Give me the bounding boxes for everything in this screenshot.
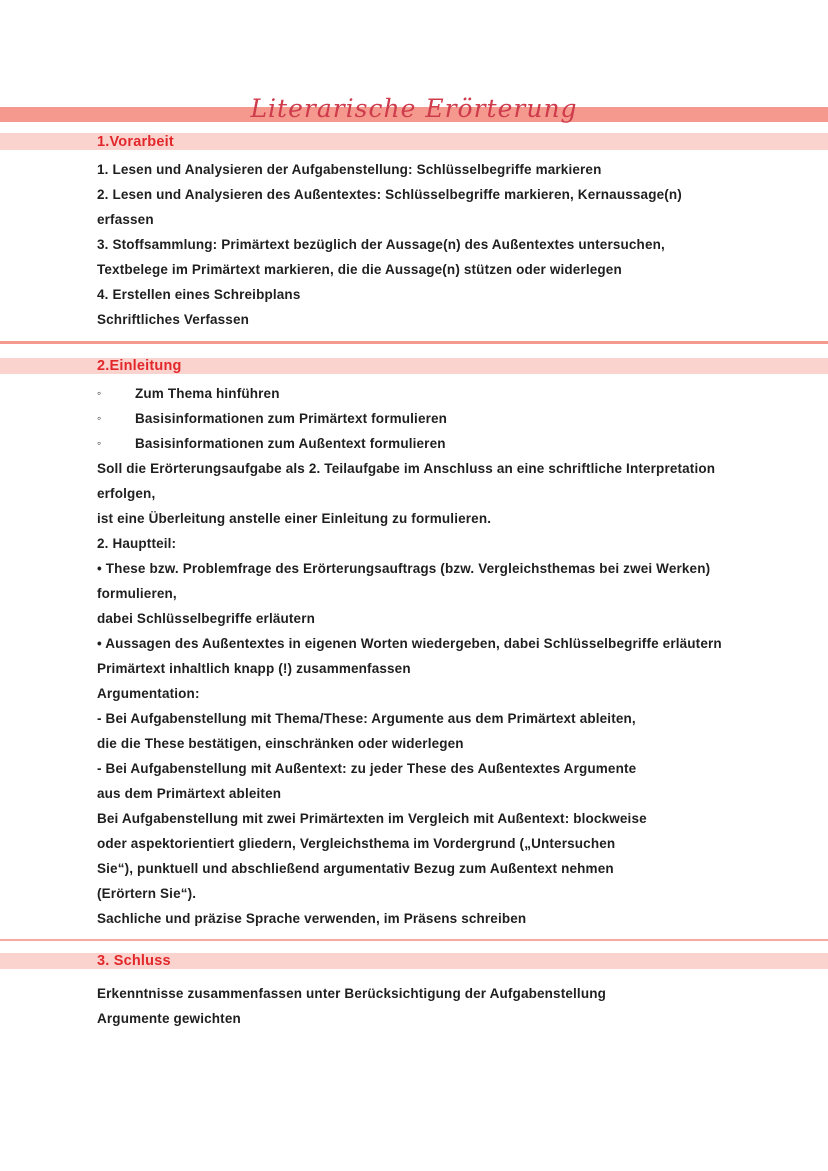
section-heading-label: 2.Einleitung <box>97 358 182 374</box>
text-line: 3. Stoffsammlung: Primärtext bezüglich der Aussage(n) des Außentextes untersuchen, <box>97 237 665 252</box>
bullet-item <box>97 381 788 406</box>
text-line: (Erörtern Sie“). <box>97 886 197 901</box>
section-heading-label: 3. Schluss <box>97 953 171 969</box>
text-line: - Bei Aufgabenstellung mit Thema/These: Argumente aus dem Primärtext ableiten, <box>97 711 636 726</box>
text-line: 2. Hauptteil: <box>97 536 177 551</box>
circle-bullet-icon: ◦ <box>97 386 102 400</box>
title-highlight-bar <box>0 94 828 123</box>
text-line: erfolgen, <box>97 486 156 501</box>
circle-bullet-icon: ◦ <box>97 411 102 425</box>
circle-bullet-icon: ◦ <box>97 436 102 450</box>
text-line: oder aspektorientiert gliedern, Vergleichsthema im Vordergrund („Untersuchen <box>97 836 616 851</box>
section-heading-schluss <box>0 953 828 969</box>
text-line: Sachliche und präzise Sprache verwenden, im Präsens schreiben <box>97 911 527 926</box>
text-line: Argumentation: <box>97 686 200 701</box>
text-line: Argumente gewichten <box>97 1011 241 1026</box>
bullet-item <box>97 406 788 431</box>
bullet-text: Zum Thema hinführen <box>135 386 280 401</box>
bullet-item <box>97 431 788 456</box>
section-body-einleitung <box>0 381 828 931</box>
bullet-text: Basisinformationen zum Außentext formulieren <box>135 436 446 451</box>
text-line: Sie“), punktuell und abschließend argumentativ Bezug zum Außentext nehmen <box>97 861 614 876</box>
text-line: - Bei Aufgabenstellung mit Außentext: zu jeder These des Außentextes Argumente <box>97 761 637 776</box>
text-line: Bei Aufgabenstellung mit zwei Primärtexten im Vergleich mit Außentext: blockweise <box>97 811 647 826</box>
text-line: Soll die Erörterungsaufgabe als 2. Teilaufgabe im Anschluss an eine schriftliche Interpretation <box>97 461 716 476</box>
section-divider <box>0 341 828 344</box>
text-line: 1. Lesen und Analysieren der Aufgabenstellung: Schlüsselbegriffe markieren <box>97 162 602 177</box>
text-line: Erkenntnisse zusammenfassen unter Berücksichtigung der Aufgabenstellung <box>97 986 607 1001</box>
section-body-vorarbeit <box>0 157 828 332</box>
section-heading-einleitung <box>0 358 828 374</box>
text-line: die die These bestätigen, einschränken oder widerlegen <box>97 736 464 751</box>
text-line: 4. Erstellen eines Schreibplans <box>97 287 301 302</box>
text-line: aus dem Primärtext ableiten <box>97 786 282 801</box>
text-line: 2. Lesen und Analysieren des Außentextes: Schlüsselbegriffe markieren, Kernaussage(n) <box>97 187 682 202</box>
text-line: Textbelege im Primärtext markieren, die die Aussage(n) stützen oder widerlegen <box>97 262 622 277</box>
section-divider <box>0 939 828 941</box>
text-line: Schriftliches Verfassen <box>97 312 250 327</box>
section-heading-label: 1.Vorarbeit <box>97 133 174 150</box>
text-line: • Aussagen des Außentextes in eigenen Worten wiedergeben, dabei Schlüsselbegriffe erläutern <box>97 636 722 651</box>
bullet-text: Basisinformationen zum Primärtext formulieren <box>135 411 448 426</box>
text-line: erfassen <box>97 212 154 227</box>
text-line: dabei Schlüsselbegriffe erläutern <box>97 611 316 626</box>
text-line: Primärtext inhaltlich knapp (!) zusammenfassen <box>97 661 411 676</box>
text-line: formulieren, <box>97 586 177 601</box>
text-line: • These bzw. Problemfrage des Erörterungsauftrags (bzw. Vergleichsthemas bei zwei Werken) <box>97 561 711 576</box>
section-body-schluss <box>0 981 828 1031</box>
section-heading-vorarbeit <box>0 133 828 150</box>
page-title: Literarische Erörterung <box>250 94 578 123</box>
text-line: ist eine Überleitung anstelle einer Einleitung zu formulieren. <box>97 511 492 526</box>
